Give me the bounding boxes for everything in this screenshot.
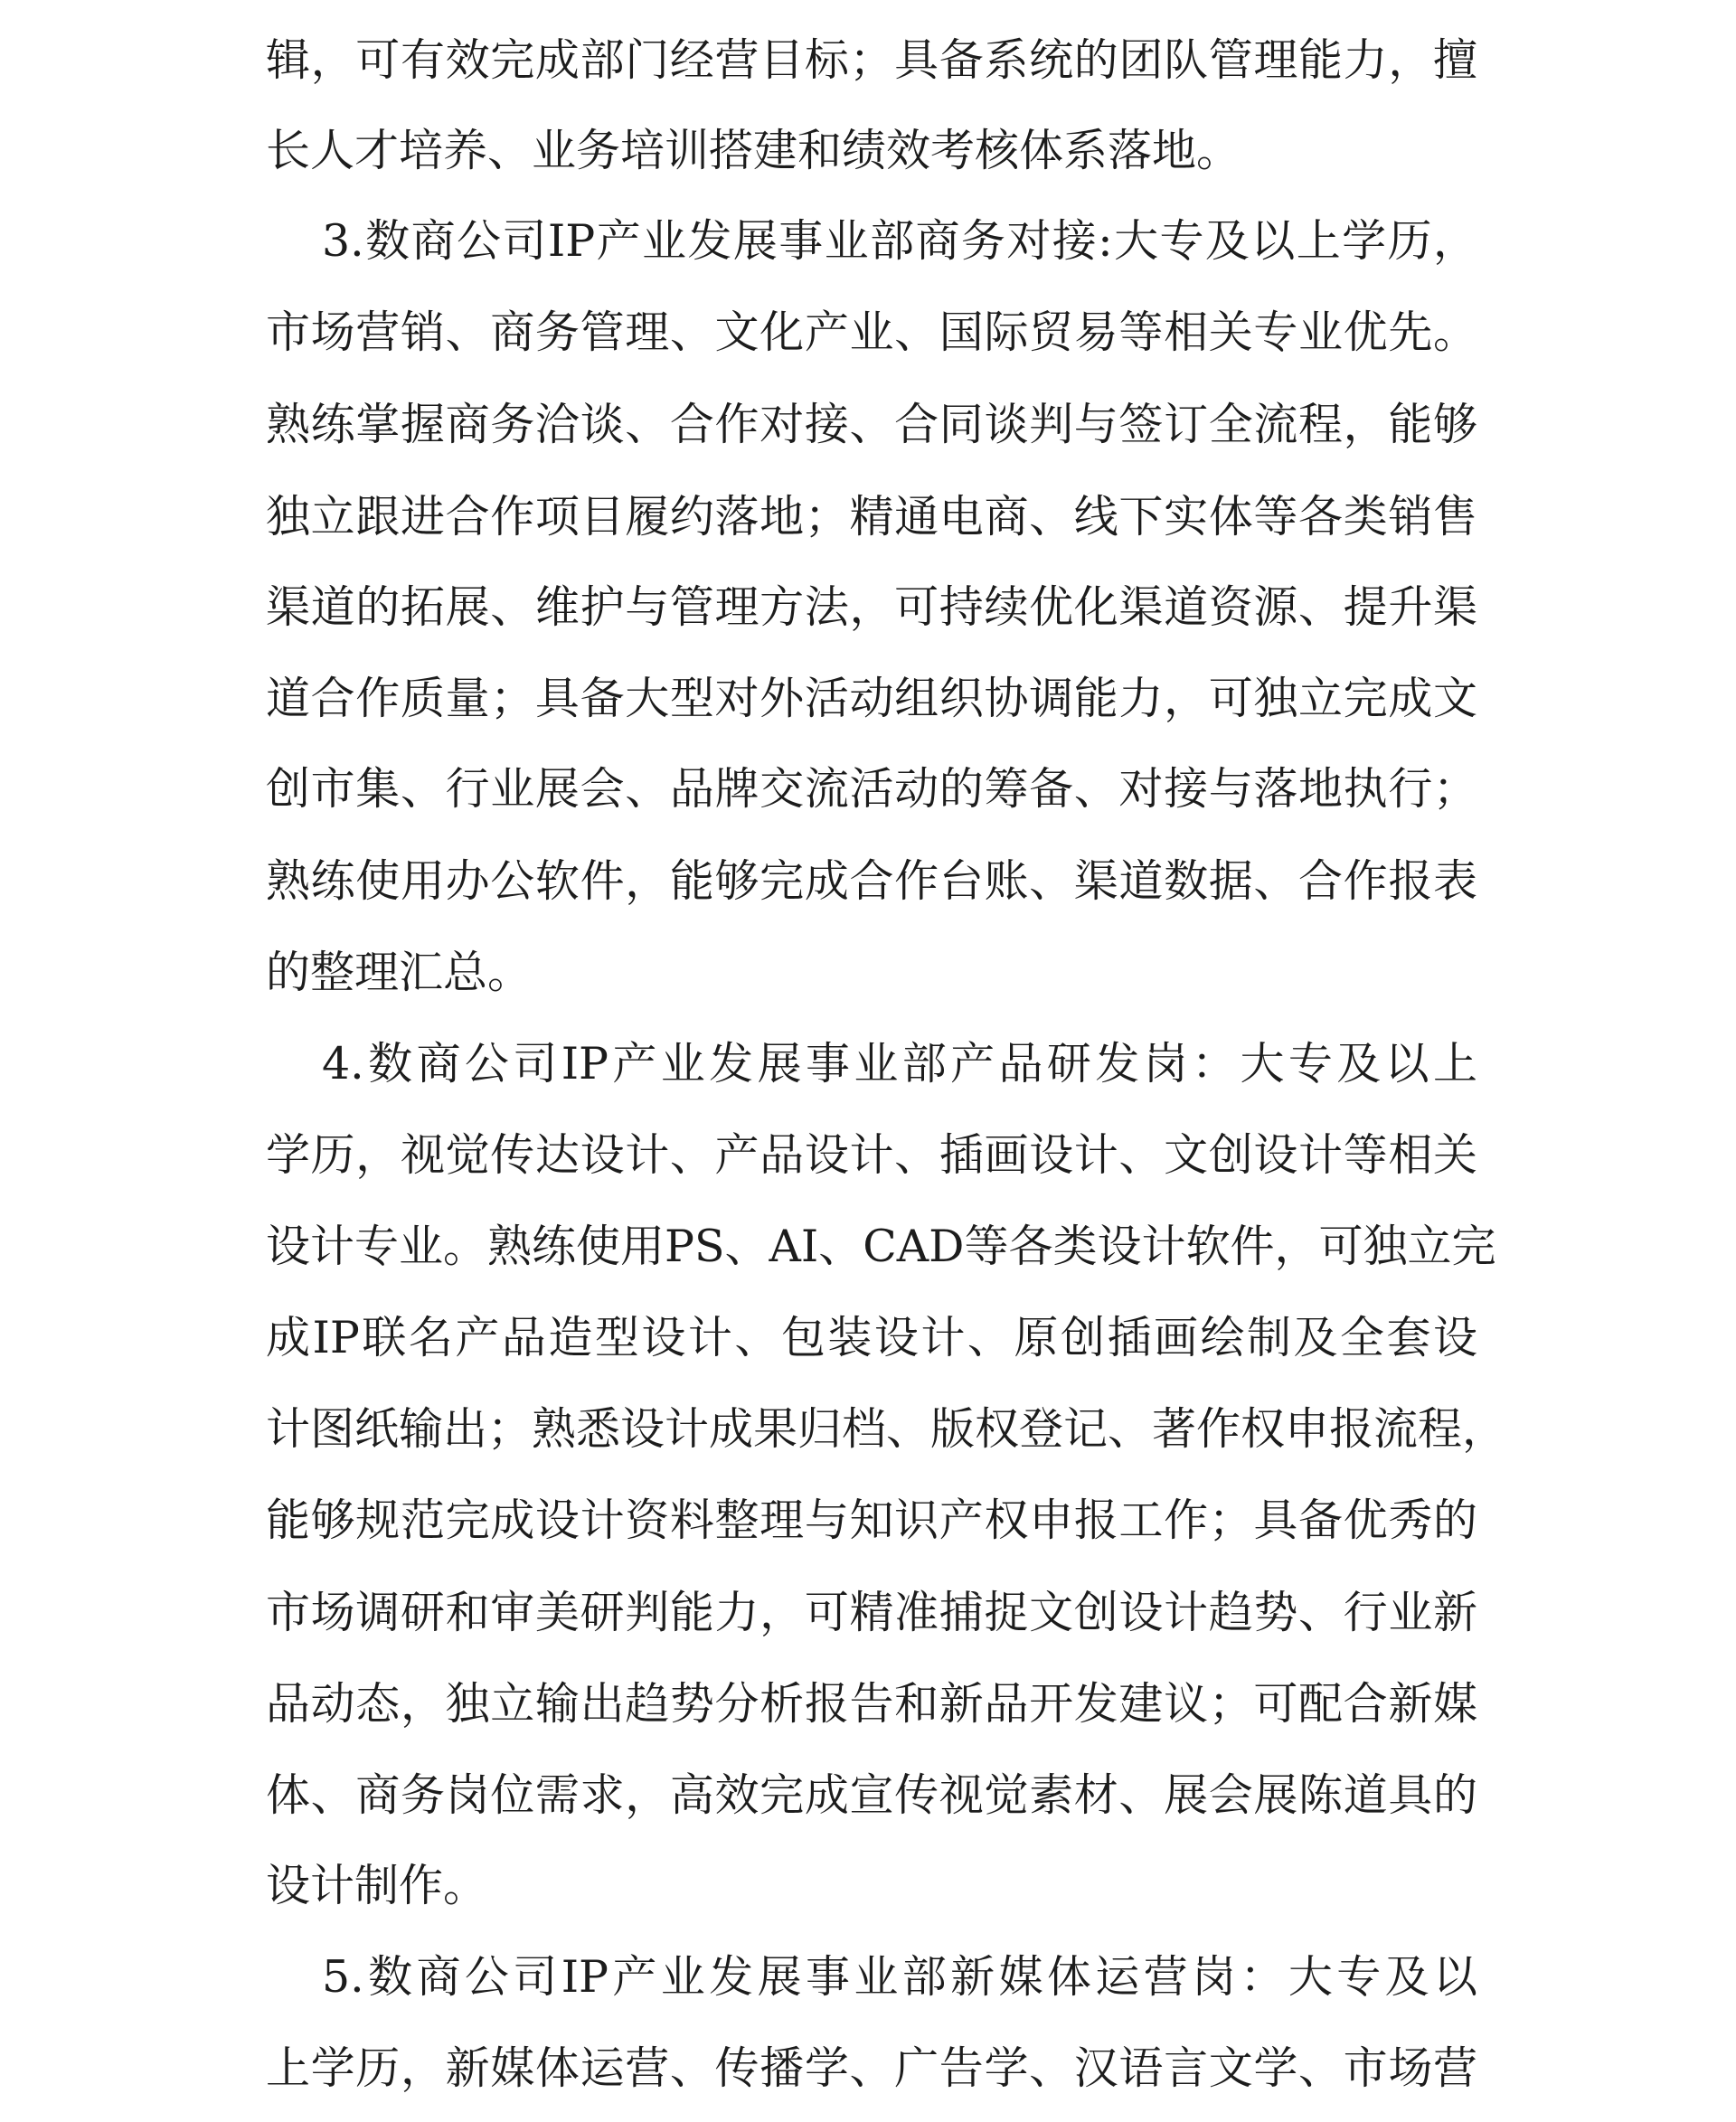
text-line: 能够规范完成设计资料整理与知识产权申报工作；具备优秀的 xyxy=(266,1495,1477,1546)
text-line: 市场营销、商务管理、文化产业、国际贸易等相关专业优先。 xyxy=(266,307,1477,358)
text-line: 独立跟进合作项目履约落地；精通电商、线下实体等各类销售 xyxy=(266,491,1477,542)
text-line: 创市集、行业展会、品牌交流活动的筹备、对接与落地执行； xyxy=(266,763,1477,815)
text-line: 熟练掌握商务洽谈、合作对接、合同谈判与签订全流程，能够 xyxy=(266,399,1477,450)
text-line: 成IP联名产品造型设计、包装设计、原创插画绘制及全套设 xyxy=(266,1312,1477,1363)
paragraph-4-heading-line: 4.数商公司IP产业发展事业部产品研发岗：大专及以上 xyxy=(322,1038,1477,1089)
text-line: 熟练使用办公软件，能够完成合作台账、渠道数据、合作报表 xyxy=(266,855,1477,907)
text-line: 市场调研和审美研判能力，可精准捕捉文创设计趋势、行业新 xyxy=(266,1587,1477,1638)
text-line: 设计制作。 xyxy=(266,1860,488,1911)
text-line: 道合作质量；具备大型对外活动组织协调能力，可独立完成文 xyxy=(266,673,1477,724)
text-line: 体、商务岗位需求，高效完成宣传视觉素材、展会展陈道具的 xyxy=(266,1769,1477,1821)
text-line: 上学历，新媒体运营、传播学、广告学、汉语言文学、市场营 xyxy=(266,2042,1477,2094)
text-line: 设计专业。熟练使用PS、AI、CAD等各类设计软件，可独立完 xyxy=(266,1221,1496,1272)
text-line: 计图纸输出；熟悉设计成果归档、版权登记、著作权申报流程， xyxy=(266,1403,1507,1455)
text-line: 辑，可有效完成部门经营目标；具备系统的团队管理能力，擅 xyxy=(266,34,1477,86)
text-line: 的整理汇总。 xyxy=(266,947,533,998)
text-line: 品动态，独立输出趋势分析报告和新品开发建议；可配合新媒 xyxy=(266,1678,1477,1730)
text-line: 渠道的拓展、维护与管理方法，可持续优化渠道资源、提升渠 xyxy=(266,581,1477,633)
text-line: 学历，视觉传达设计、产品设计、插画设计、文创设计等相关 xyxy=(266,1129,1477,1181)
paragraph-3-heading-line: 3.数商公司IP产业发展事业部商务对接:大专及以上学历， xyxy=(322,215,1477,267)
text-line: 长人才培养、业务培训搭建和绩效考核体系落地。 xyxy=(266,125,1241,176)
paragraph-5-heading-line: 5.数商公司IP产业发展事业部新媒体运营岗：大专及以 xyxy=(322,1951,1477,2003)
